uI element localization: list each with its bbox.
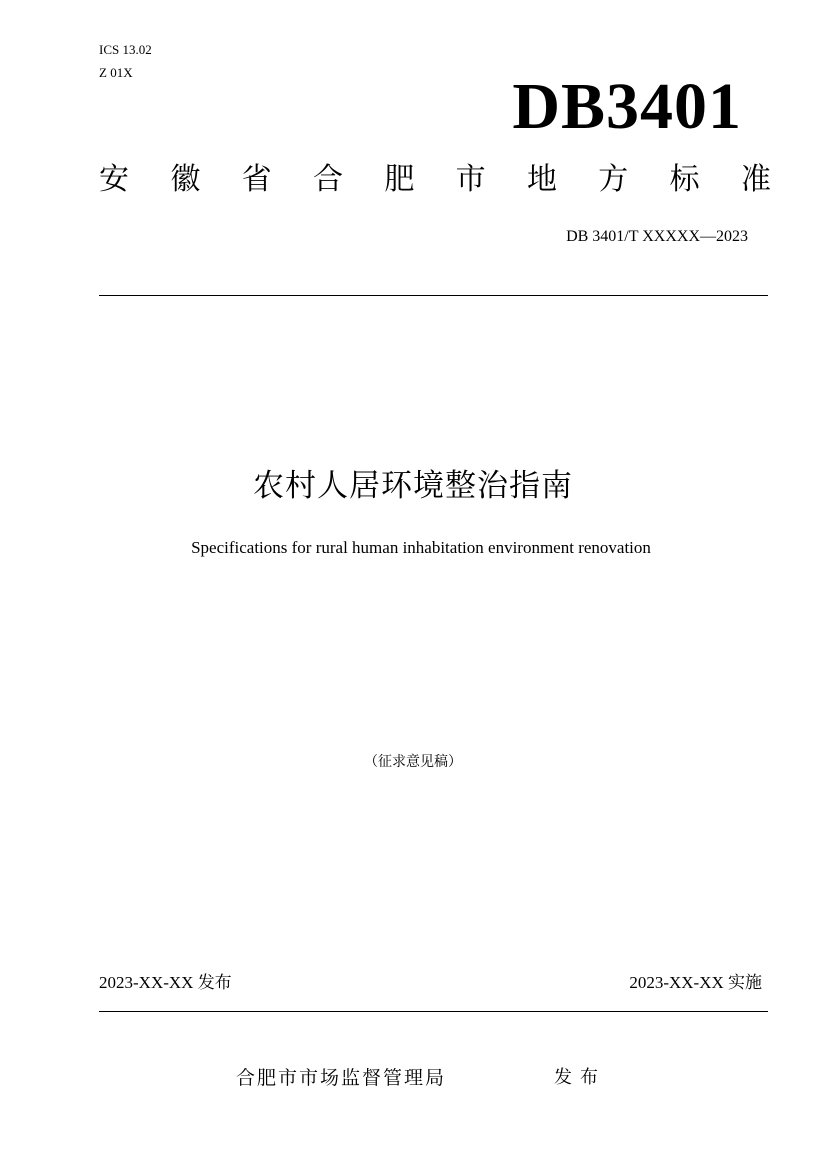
bottom-divider [99, 1011, 768, 1012]
standard-type-char: 市 [455, 162, 486, 197]
draft-status: （征求意见稿） [364, 754, 462, 770]
standard-type-char: 安 [99, 162, 129, 197]
issue-label: 发布 [197, 973, 232, 993]
issuing-authority: 合肥市市场监督管理局 [236, 1067, 447, 1089]
standard-type-char: 肥 [384, 162, 415, 197]
document-title-english: Specifications for rural human inhabitation environment renovation [191, 538, 651, 557]
standard-type-char: 方 [598, 162, 629, 197]
standard-type-char: 准 [740, 162, 771, 197]
issue-date-line [99, 973, 232, 993]
implementation-date: 2023-XX-XX [629, 973, 724, 992]
standard-type-char: 标 [669, 162, 700, 197]
standard-type-char: 地 [526, 162, 557, 197]
document-title-chinese: 农村人居环境整治指南 [253, 468, 573, 504]
standard-mark: DB3401 [512, 70, 742, 143]
standard-type-char: 合 [312, 162, 343, 197]
issue-date: 2023-XX-XX [99, 973, 194, 992]
standard-type-title [99, 160, 771, 200]
standard-type-char: 省 [241, 162, 272, 197]
ccs-code: Z 01X [99, 65, 133, 80]
standard-type-char: 徽 [170, 162, 201, 197]
implementation-label: 实施 [728, 973, 762, 993]
standard-number: DB 3401/T XXXXX—2023 [566, 228, 748, 245]
ics-code: ICS 13.02 [99, 42, 152, 57]
issuing-verb: 发布 [554, 1067, 606, 1088]
implementation-date-line [629, 973, 762, 993]
top-divider [99, 295, 768, 296]
